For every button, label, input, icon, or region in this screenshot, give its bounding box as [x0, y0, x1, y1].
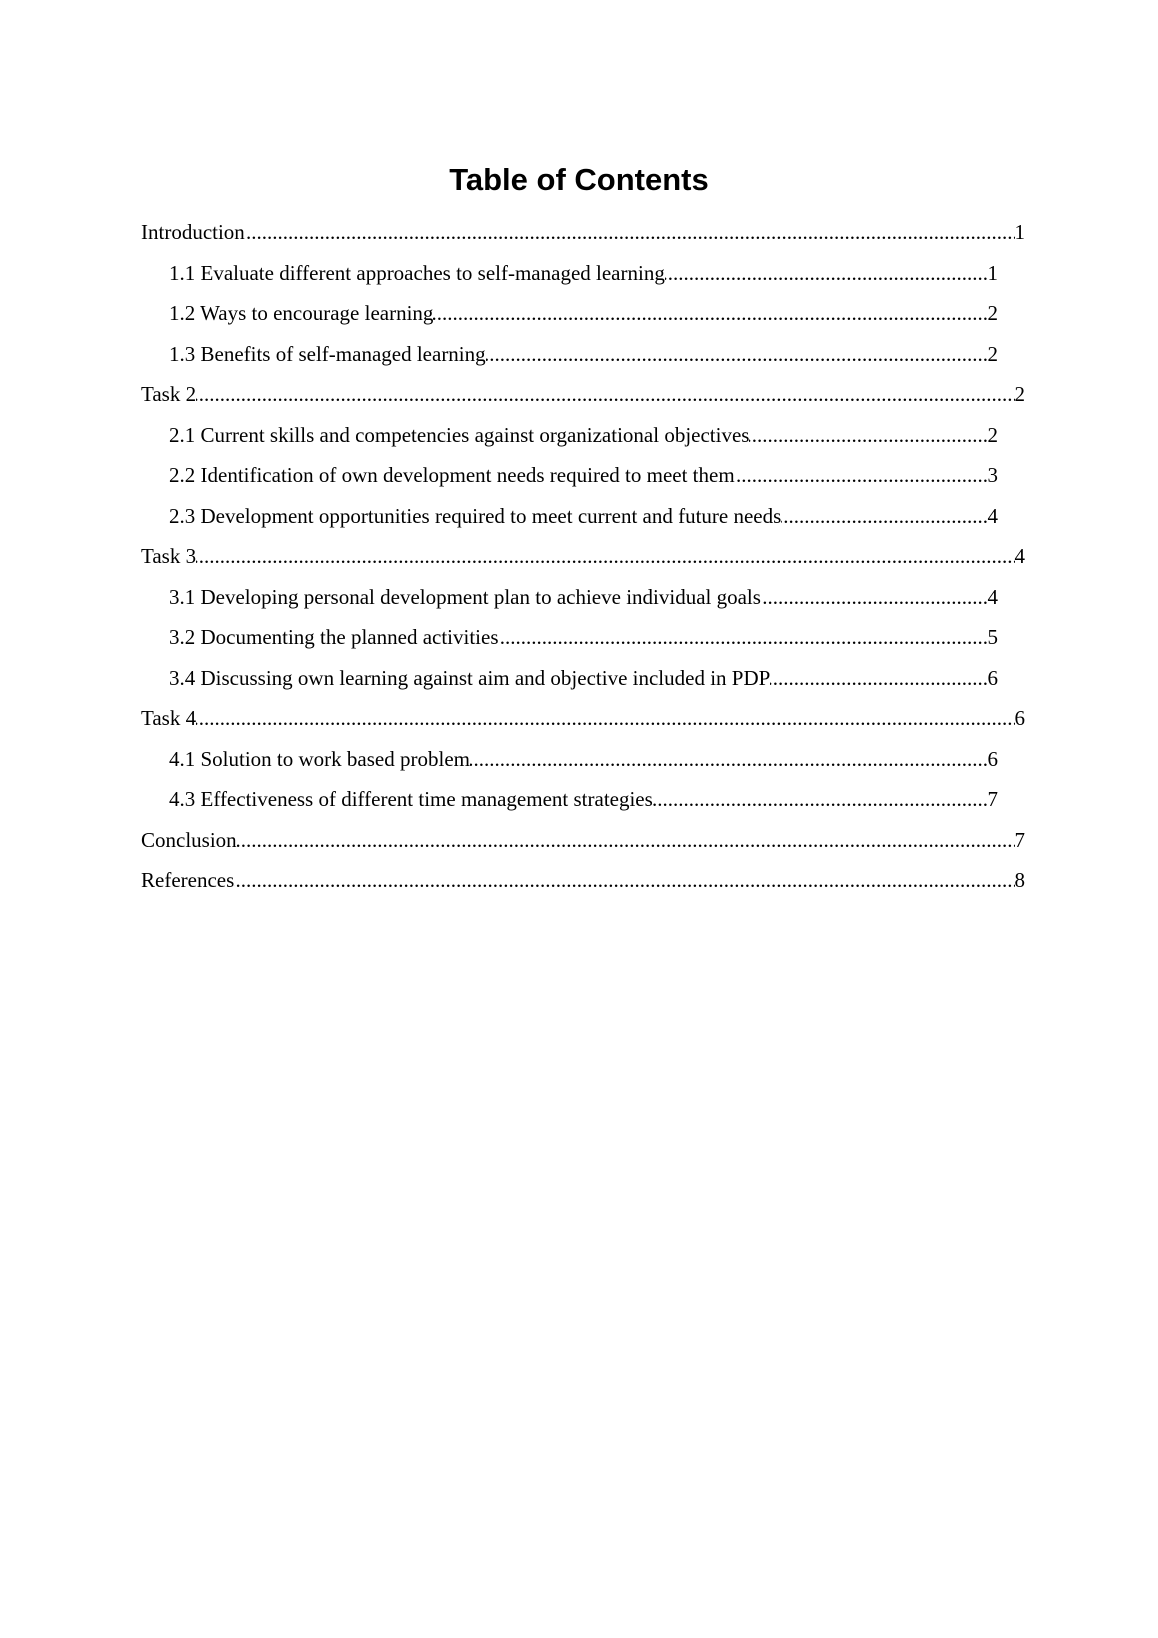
toc-entry-label: Conclusion [141, 827, 237, 852]
toc-entry-label: 4.1 Solution to work based problem [169, 746, 470, 771]
toc-page-number: 2 [1015, 374, 1026, 415]
page-title: Table of Contents [449, 162, 709, 197]
toc-entry-2-3[interactable] [169, 496, 998, 537]
toc-entry-label: References [141, 868, 235, 892]
toc-entry-1-1[interactable] [169, 253, 998, 294]
toc-page-number: 4 [988, 577, 999, 618]
dot-leader [141, 820, 1025, 861]
toc-page-number: 5 [988, 617, 999, 658]
toc-entry-label: 3.1 Developing personal development plan to achieve individual goals [169, 584, 761, 609]
toc-entry-task-2[interactable] [141, 374, 1025, 415]
toc-entry-introduction[interactable] [141, 212, 1025, 253]
toc-entry-label: 4.3 Effectiveness of different time management strategies [169, 787, 653, 811]
toc-entry-label: 1.1 Evaluate different approaches to self-managed learning [169, 260, 665, 285]
toc-entry-4-3[interactable] [169, 779, 998, 820]
toc-page-number: 1 [988, 253, 999, 294]
toc-page-number: 4 [988, 496, 999, 537]
toc-entry-1-2[interactable] [169, 293, 998, 334]
toc-entry-label: 1.2 Ways to encourage learning [169, 301, 434, 325]
toc-entry-label: Task 3 [141, 544, 197, 568]
toc-entry-3-1[interactable] [169, 577, 998, 618]
toc-page-number: 6 [988, 658, 999, 699]
toc-page-number: 7 [1015, 820, 1026, 861]
toc-entry-label: Introduction [141, 220, 245, 244]
toc-page-number: 1 [1015, 212, 1026, 253]
toc-entry-conclusion[interactable] [141, 820, 1025, 861]
toc-entry-label: 3.2 Documenting the planned activities [169, 625, 499, 649]
toc-entry-references[interactable] [141, 860, 1025, 901]
toc-entry-label: 2.2 Identification of own development needs required to meet them [169, 463, 735, 487]
toc-entry-label: 2.1 Current skills and competencies against organizational objectives [169, 422, 750, 447]
dot-leader [141, 860, 1025, 901]
dot-leader [141, 698, 1025, 739]
toc-entry-4-1[interactable] [169, 739, 998, 780]
toc-page-number: 7 [988, 779, 999, 820]
toc-entry-task-4[interactable] [141, 698, 1025, 739]
toc-entry-3-2[interactable] [169, 617, 998, 658]
toc-entry-label: Task 4 [141, 706, 197, 730]
toc-page-number: 6 [988, 739, 999, 780]
toc-entry-label: 2.3 Development opportunities required to meet current and future needs [169, 503, 782, 528]
toc-page-number: 6 [1015, 698, 1026, 739]
toc-entry-label: 1.3 Benefits of self-managed learning [169, 341, 486, 366]
dot-leader [141, 212, 1025, 253]
toc-page-number: 2 [988, 334, 999, 375]
toc-page-number: 2 [988, 293, 999, 334]
toc-entry-task-3[interactable] [141, 536, 1025, 577]
dot-leader [141, 374, 1025, 415]
toc-entry-1-3[interactable] [169, 334, 998, 375]
toc-entry-2-1[interactable] [169, 415, 998, 456]
toc-entry-label: Task 2 [141, 382, 197, 406]
table-of-contents [0, 212, 1158, 901]
toc-entry-3-4[interactable] [169, 658, 998, 699]
toc-entry-2-2[interactable] [169, 455, 998, 496]
toc-page-number: 8 [1015, 860, 1026, 901]
toc-entry-label: 3.4 Discussing own learning against aim and objective included in PDP [169, 665, 771, 690]
toc-page-number: 3 [988, 455, 999, 496]
dot-leader [141, 536, 1025, 577]
toc-page-number: 2 [988, 415, 999, 456]
toc-page-number: 4 [1015, 536, 1026, 577]
